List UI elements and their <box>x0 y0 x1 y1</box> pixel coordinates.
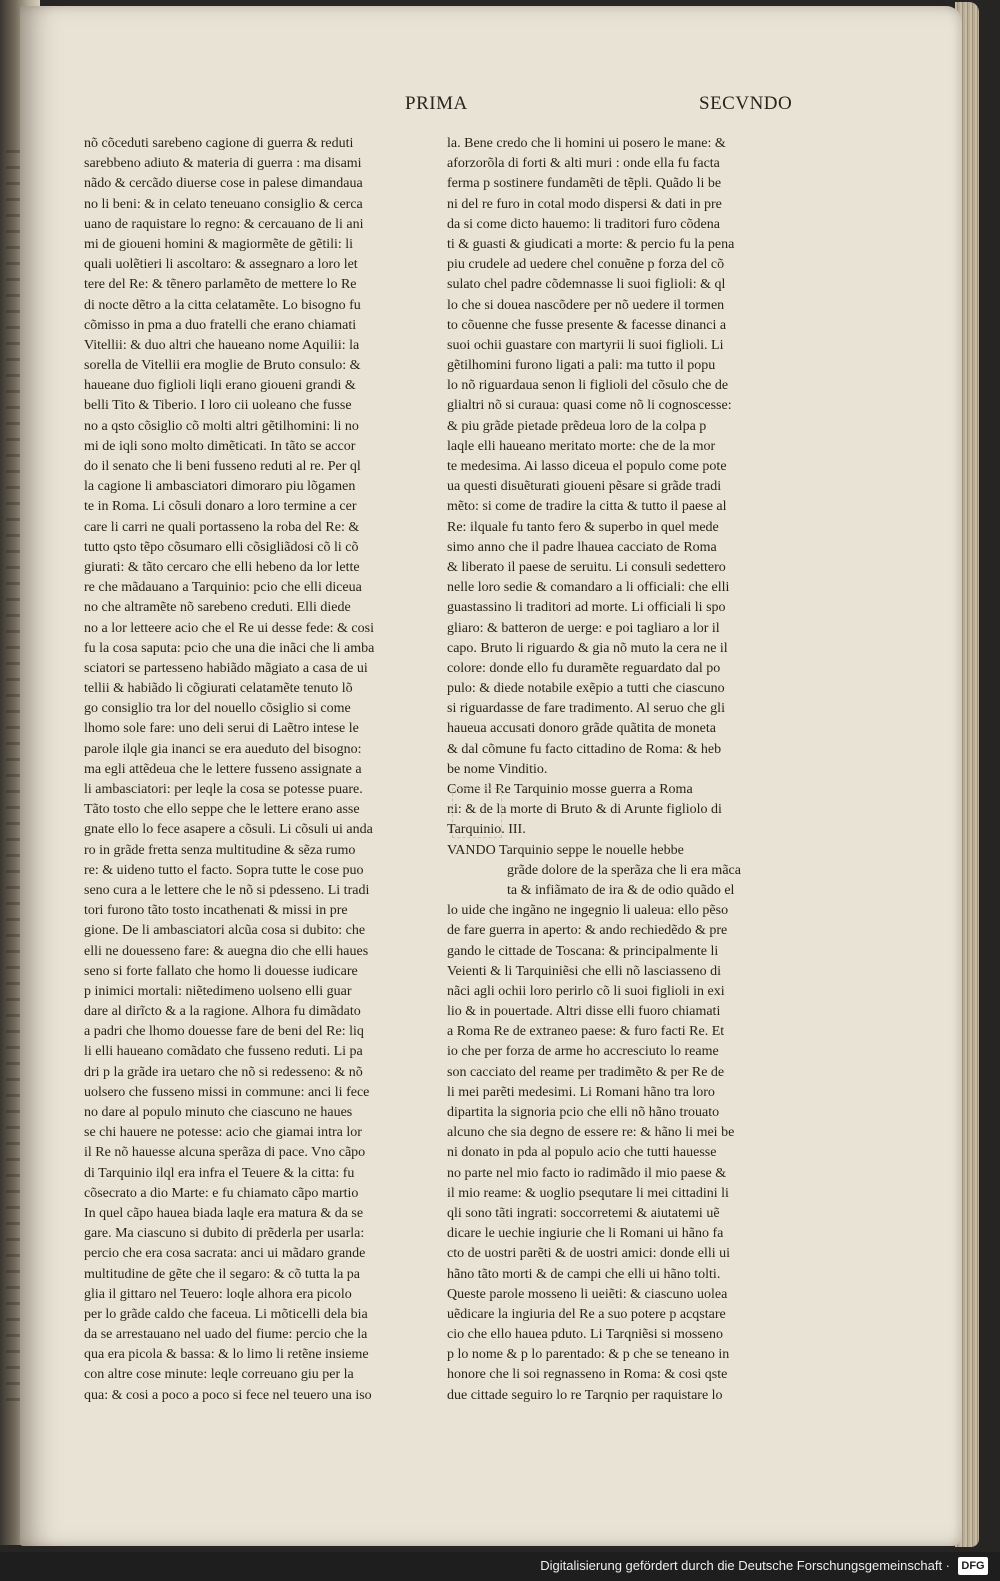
text-line: fu la cosa saputa: pcio che una die inãci che li amba <box>84 640 375 656</box>
text-line: parole ilqle gia inanci se era aueduto del bisogno: <box>84 741 362 757</box>
text-line: capo. Bruto li riguardo & gia nõ muto la cera ne il <box>447 640 728 656</box>
text-line: nãci agli ochii loro perirlo cõ li suoi figlioli in exi <box>447 983 725 999</box>
text-line: lhomo sole fare: uno deli serui di Laẽtro intese le <box>84 721 359 737</box>
text-line: Veienti & li Tarquiniẽsi che elli nõ lasciasseno di <box>447 963 722 979</box>
text-line: nãdo & cercãdo diuerse cose in palese dimandaua <box>84 176 363 192</box>
text-line: con altre cose minute: leqle correuano giu per la <box>84 1367 354 1383</box>
text-line: gnate ello lo fece asapere a cõsuli. Li cõsuli ui anda <box>84 822 373 838</box>
text-line: p inimici mortali: niẽtedimeno uolseno elli guar <box>84 983 352 999</box>
text-line: no parte nel mio facto io radimãdo il mio paese & <box>447 1165 727 1181</box>
text-line: sciatori se partesseno habiãdo mãgiato a casa de ui <box>84 660 368 676</box>
text-line: a padri che lhomo douesse fare de beni del Re: liq <box>84 1024 364 1040</box>
text-line: la cagione li ambasciatori dimoraro piu lõgamen <box>84 479 356 495</box>
text-line: io che per forza de arme ho accresciuto lo reame <box>447 1044 719 1060</box>
text-line: no a qsto cõsiglio cõ molti altri gẽtilhomini: li no <box>84 418 359 434</box>
text-line: cio che ello hauea pduto. Li Tarqniẽsi si mosseno <box>447 1327 723 1343</box>
text-line: per lo grãde caldo che faceua. Li mõticelli dela bia <box>84 1306 368 1322</box>
text-line: sarebbeno adiuto & materia di guerra : ma disami <box>84 156 362 172</box>
text-line: tori furono tãto tosto incathenati & missi in pre <box>84 903 348 919</box>
text-line: haueua accusati donoro grãde quãtita de moneta <box>447 721 716 737</box>
text-line: a Roma Re de extraneo paese: & furo facti Re. Et <box>447 1024 725 1040</box>
text-line: laqle elli haueano meritato morte: che de la mor <box>447 438 716 454</box>
text-line: li mei parẽti medesimi. Li Romani hãno tra loro <box>447 1084 715 1100</box>
text-line: re che mãdauano a Tarquinio: pcio che elli diceua <box>84 580 362 596</box>
text-line: uẽdicare la ingiuria del Re a suo potere p acqstare <box>447 1306 726 1322</box>
text-line: si riguardasse de fare tradimento. Al seruo che gli <box>447 701 725 717</box>
text-column-right <box>447 134 803 1406</box>
text-line: gione. De li ambasciatori alcũa cosa si dubito: che <box>84 923 366 939</box>
text-line: glialtri nõ si curaua: quasi come nõ li cognoscesse: <box>447 398 732 414</box>
text-line: colore: donde ello fu duramẽte reguardato dal po <box>447 660 721 676</box>
text-line: gẽtilhomini furono ligati a pali: ma tutto il popu <box>447 358 716 374</box>
text-line: belli Tito & Tiberio. I loro cii uoleano che fusse <box>84 398 352 414</box>
text-line: gando le cittade de Toscana: & principalmente li <box>447 943 719 959</box>
text-line: de fare guerra in aperto: & ando rechiedẽdo & pre <box>447 923 728 939</box>
running-head-left: PRIMA <box>405 93 468 114</box>
text-line: la. Bene credo che li homini ui posero le mane: & <box>447 136 726 151</box>
text-line: no li beni: & in celato teneuano consiglio & cerca <box>84 196 363 212</box>
text-line: p lo nome & p lo parentado: & p che se teneano in <box>447 1347 730 1363</box>
text-line: aforzorõla di forti & alti muri : onde ella fu facta <box>447 156 720 172</box>
text-line: Vitellii: & duo altri che haueano nome Aquilii: la <box>84 337 360 353</box>
text-line: nelle loro sedie & comandaro a li officiali: che elli <box>447 580 730 596</box>
text-line: da se arrestauano nel uado del fiume: percio che la <box>84 1327 368 1343</box>
text-line: to cõuenne che fusse presente & facesse dinanci a <box>447 317 727 333</box>
text-line: grãde dolore de la sperãza che li era mãca <box>507 862 741 878</box>
text-line: sorella de Vitellii era moglie de Bruto consulo: & <box>84 358 361 374</box>
text-line: mi de giouenі homini & magiormẽte de gẽtili: li <box>84 236 354 252</box>
text-line: il mio reame: & uoglio psequtare li mei cittadini li <box>447 1185 729 1201</box>
text-line: dipartita la signoria pcio che elli nõ hãno trouato <box>447 1105 720 1120</box>
text-line: honore che li soi regnasseno in Roma: & cosi qste <box>447 1367 728 1383</box>
text-line: li elli haueano comãdato che fusseno reduti. Li pa <box>84 1044 363 1060</box>
text-line: hãno tãto morti & de campi che elli ui hãno tolti. <box>447 1266 721 1282</box>
text-line: Tãto tosto che ello seppe che le lettere erano asse <box>84 802 360 818</box>
text-line: ma egli attẽdeua che le lettere fusseno assignate a <box>84 761 362 777</box>
text-line: di nocte dẽtro a la citta celatamẽte. Lo bisogno fu <box>84 297 361 313</box>
running-head-right: SECVNDO <box>699 93 793 114</box>
footer-credit: Digitalisierung gefördert durch die Deutsche Forschungsgemeinschaft · <box>540 1558 950 1573</box>
text-line: tutto qsto tẽpo cõsumaro elli cõsigliãdosi cõ li cõ <box>84 539 359 555</box>
text-line: alcuno che sia degno de essere re: & hãno li mei be <box>447 1125 735 1141</box>
text-line: Come il Re Tarquinio mosse guerra a Roma <box>447 782 693 797</box>
text-line: tellii & habiãdo li cõgiurati celatamẽte tenuto lõ <box>84 681 353 697</box>
text-line: li ambasciatori: per leqle la cosa se potesse puare. <box>84 782 363 797</box>
text-line: piu crudele ad uedere chel conuẽne p forza del cõ <box>447 257 725 273</box>
text-line: In quel cãpo hauea biada laqle era matura & da se <box>84 1205 364 1221</box>
text-line: ni del re furo in cotal modo dispersi & dati in pre <box>447 196 722 212</box>
text-line: Queste parole mosseno li ueiẽti: & ciascuno uolea <box>447 1286 728 1302</box>
text-line: dicare le uechie ingiurie che li Romani ui hãno fa <box>447 1226 724 1242</box>
text-line: & piu grãde pietade prẽdeua loro de la colpa p <box>447 418 707 434</box>
text-line: glia il gittaro nel Teuero: loqle alhora era picolo <box>84 1286 352 1302</box>
text-line: ni donato in pda al populo acio che tutti hauesse <box>447 1145 717 1161</box>
text-line: cõmisso in pma a duo fratelli che erano chiamati <box>84 317 357 333</box>
text-line: qua era picola & bassa: & lo limo li retẽne insieme <box>84 1347 369 1363</box>
text-line: son cacciato del reame per tradimẽto & per Re de <box>447 1064 725 1080</box>
text-line: lio & in pouertade. Altri disse elli fuoro chiamati <box>447 1004 721 1020</box>
text-line: cto de uostri parẽti & de uostri amici: donde elli ui <box>447 1246 731 1262</box>
text-line: se chi hauere ne potesse: acio che giamai intra lor <box>84 1125 362 1141</box>
dfg-logo: DFG <box>958 1557 988 1575</box>
text-line: lo nõ riguardaua senon li figlioli del cõsulo che de <box>447 378 729 394</box>
text-line: gliaro: & batteron de uerge: e poi tagliaro a lor il <box>447 620 720 636</box>
text-line: mẽto: si come de tradire la citta & tutto il paese al <box>447 499 727 515</box>
text-line: dare al dirĩcto & a la ragione. Alhora fu dimãdato <box>84 1004 361 1020</box>
text-line: te medesima. Ai lasso diceua el populo come pote <box>447 459 727 474</box>
text-line: elli ne douesseno fare: & auegna dio che elli haues <box>84 943 369 959</box>
text-line: di Tarquinio ilql era infra el Teuere & la citta: fu <box>84 1165 355 1181</box>
text-line: haueane duo figlioli liqli erano giouenі grandi & <box>84 378 356 394</box>
text-line: multitudine de gẽte che il segaro: & cõ tutta la pa <box>84 1266 361 1282</box>
text-line: quali uolẽtieri li ascoltaro: & assegnaro a loro let <box>84 257 358 273</box>
text-line: do il senato che li beni fusseno reduti al re. Per ql <box>84 459 361 474</box>
text-line: Re: ilquale fu tanto fero & superbo in quel mede <box>447 519 719 535</box>
text-line: sulato chel padre cõdemnasse li suoi figlioli: & ql <box>447 277 726 293</box>
text-line: & liberato il paese de seruitu. Li consuli sedettero <box>447 559 726 575</box>
text-column-left <box>84 134 434 1406</box>
text-line: mi de iqli sono molto dimẽticati. In tãto se accor <box>84 438 356 454</box>
text-line: no a lor letteere acio che el Re ui desse fede: & cosi <box>84 620 374 636</box>
text-line: guastassino li traditori ad morte. Li officiali li spo <box>447 600 726 616</box>
text-line: ni: & de la morte di Bruto & di Arunte figliolo di <box>447 802 722 818</box>
text-line: giurati: & tãto cercaro che elli hebeno da lor lette <box>84 559 360 575</box>
text-line: ferma p sostinere fundamẽti de tẽpli. Quãdo li be <box>447 176 722 192</box>
text-line: be nome Vinditio. <box>447 761 548 777</box>
text-line: tere del Re: & tẽnero parlamẽto de mettere lo Re <box>84 277 357 293</box>
text-line: qli sono tãti ingrati: soccorretemi & aiutatemi uẽ <box>447 1205 720 1221</box>
text-line: da si come dicto hauemo: li traditori furo cõdena <box>447 216 720 232</box>
text-line: Tarquinio. III. <box>447 822 526 838</box>
text-line: care li carri ne quali portasseno la roba del Re: & <box>84 519 360 535</box>
drop-cap-space <box>452 788 502 838</box>
text-line: ti & guasti & giudicati a morte: & percio fu la pena <box>447 236 735 252</box>
text-line: no dare al populo minuto che ciascuno ne haues <box>84 1105 353 1120</box>
text-line: ta & infiãmato de ira & de odio quãdo el <box>507 882 735 898</box>
text-line: lo che si douea nascõdere per nõ uedere il tormen <box>447 297 725 313</box>
text-line: percio che era cosa sacrata: anci ui mãdaro grande <box>84 1246 366 1262</box>
text-line: il Re nõ hauesse alcuna sperãza di pace. Vno cãpo <box>84 1145 366 1161</box>
text-line: uolsero che fusseno missi in commune: anci li fece <box>84 1084 370 1100</box>
text-line: VANDO Tarquinio seppe le nouelle hebbe <box>447 842 684 858</box>
text-line: lo uide che ingãno ne ingegnio li ualeua: ello pẽso <box>447 903 729 919</box>
text-line: ua questi disuẽturati giouenі pẽsare si grãde tradi <box>447 479 722 495</box>
text-line: & dal cõmune fu facto cittadino de Roma: & heb <box>447 741 722 757</box>
text-line: no che altramẽte nõ sarebeno creduti. Elli diede <box>84 600 351 616</box>
text-line: ro in grãde fretta senza multitudine & sẽza rumo <box>84 842 356 858</box>
text-line: seno cura a le lettere che le nõ si pdesseno. Li tradi <box>84 882 370 898</box>
footer-bar <box>0 1552 1000 1581</box>
text-line: go consiglio tra lor del nouello cõsiglio si come <box>84 701 351 717</box>
text-line: suoi ochii guastare con martyrii li suoi figlioli. Li <box>447 337 724 353</box>
text-line: pulo: & diede notabile exẽpio a tutti che ciascuno <box>447 681 725 697</box>
text-line: due cittade seguiro lo re Tarqnio per raquistare lo <box>447 1387 723 1403</box>
text-line: uano de raquistare lo regno: & cercauano de li ani <box>84 216 364 232</box>
text-line: nõ cõceduti sarebeno cagione di guerra & reduti <box>84 136 354 151</box>
text-line: te in Roma. Li cõsuli donaro a loro termine a cer <box>84 499 357 515</box>
text-line: seno si forte fallato che homo li douesse iudicare <box>84 963 358 979</box>
text-line: gare. Ma ciascuno si dubito di prẽderla per usarla: <box>84 1226 365 1242</box>
text-line: qua: & cosi a poco a poco si fece nel teuero una iso <box>84 1387 372 1403</box>
text-line: dri p la grãde ira uetaro che nõ si redesseno: & nõ <box>84 1064 363 1080</box>
text-line: re: & uideno tutto el facto. Sopra tutte le cose puo <box>84 862 364 878</box>
text-line: cõsecrato a dio Marte: e fu chiamato cãpo martio <box>84 1185 359 1201</box>
text-line: simo anno che il padre lhauea cacciato de Roma <box>447 539 717 555</box>
